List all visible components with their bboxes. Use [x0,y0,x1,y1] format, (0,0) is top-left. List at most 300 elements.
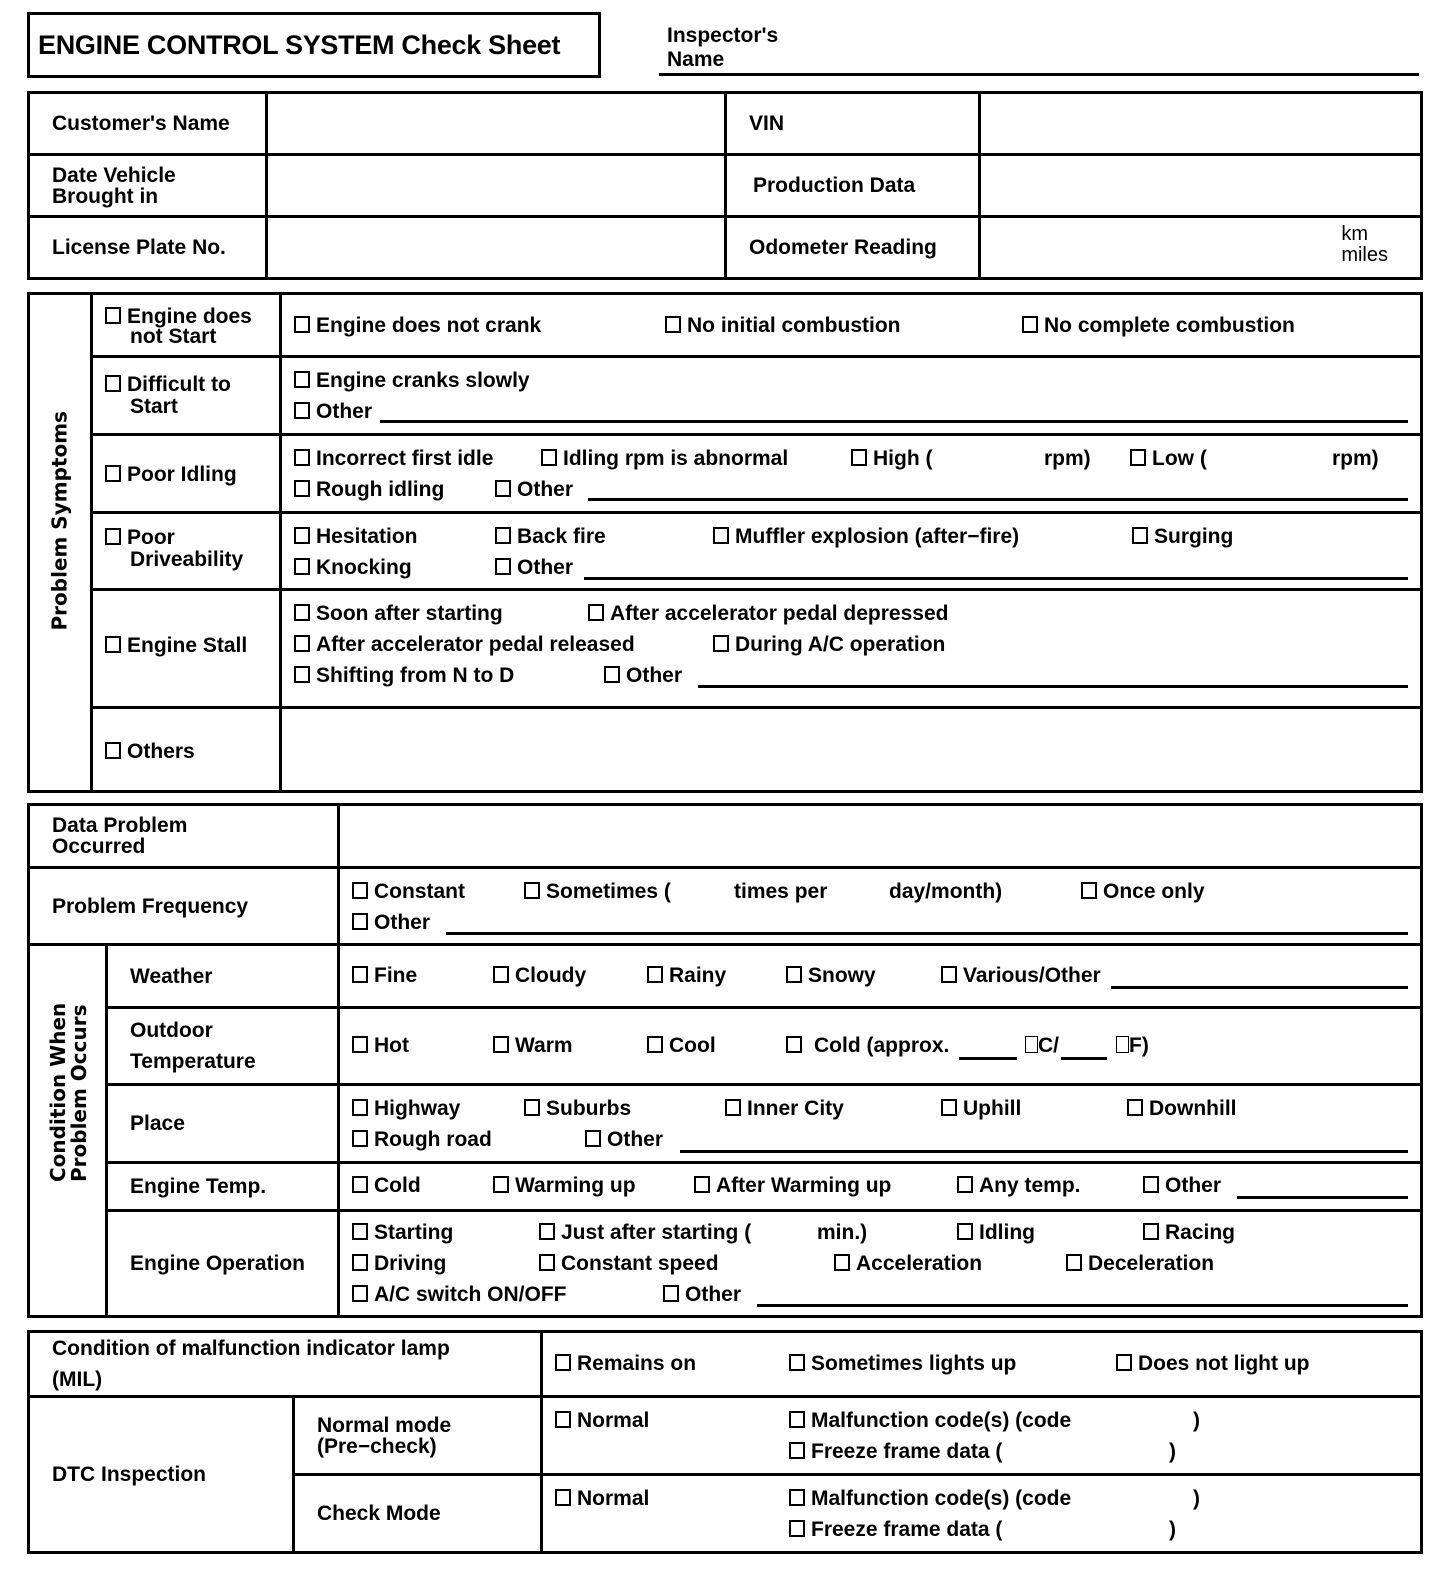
option-label: Suburbs [546,1097,632,1120]
problem-symptoms-table [27,292,1423,793]
option-warm[interactable] [493,1035,573,1057]
option-malfunction-code[interactable] [789,1488,1071,1510]
degree-icon [1025,1036,1038,1053]
checkbox[interactable] [294,480,310,497]
option-label: Low ( [1152,447,1207,470]
option-constant-speed[interactable] [539,1253,719,1275]
option-label: Downhill [1149,1097,1237,1120]
option-uphill[interactable] [941,1098,1021,1120]
unit-label: F) [1129,1034,1149,1057]
option-label: Starting [374,1221,454,1244]
option-just-after-starting[interactable] [539,1222,751,1244]
category-label-cont: Driveability [130,548,244,571]
option-highway[interactable] [352,1098,460,1120]
checkbox[interactable] [495,527,511,544]
option-freeze-frame-data[interactable] [789,1441,1002,1463]
symptom-difficult-start[interactable] [92,357,281,435]
option-label: Cold [374,1174,421,1197]
option-label: Snowy [808,964,876,987]
option-idling[interactable] [957,1222,1035,1244]
option-soon-after-starting[interactable] [294,603,503,625]
checkbox[interactable] [789,1442,805,1459]
checkbox[interactable] [555,1411,571,1428]
option-label: High ( [873,447,933,470]
problem-symptoms-section [29,294,92,792]
option-suburbs[interactable] [524,1098,631,1120]
symptom-poor-idling-options [281,435,1422,513]
malfunction-code-close: ) [1193,1487,1200,1510]
other-input-line[interactable] [1111,986,1408,989]
checkbox[interactable] [294,316,310,333]
checkbox[interactable] [294,371,310,388]
category-label: Poor Idling [127,463,237,486]
symptom-others[interactable] [92,708,281,792]
checkbox[interactable] [539,1223,555,1240]
mil-label-line1: Condition of malfunction indicator lamp [52,1337,450,1360]
symptom-engine-no-start-options [281,294,1422,357]
option-label: Malfunction code(s) (code [811,1487,1072,1510]
symptom-engine-no-start[interactable] [92,294,281,357]
option-engine-cranks-slowly[interactable] [294,370,530,392]
option-label: Other [685,1283,742,1306]
checkbox[interactable] [1127,1099,1143,1116]
option-label: After accelerator pedal depressed [610,602,949,625]
check-mode-options [542,1475,1422,1553]
license-plate-label: License Plate No. [29,217,267,279]
date-problem-occurred-label [29,805,339,868]
fahrenheit-input-line[interactable] [1061,1057,1107,1060]
option-normal[interactable] [555,1488,649,1510]
mil-label-line2: (MIL) [52,1368,103,1391]
checkbox[interactable] [789,1411,805,1428]
place-options [339,1085,1422,1163]
checkbox[interactable] [294,666,310,683]
checkbox[interactable] [1130,449,1146,466]
option-other[interactable] [495,479,573,501]
option-no-complete-combustion[interactable] [1022,315,1295,337]
checkbox[interactable] [1022,316,1038,333]
option-label: No complete combustion [1044,314,1295,337]
option-surging[interactable] [1132,526,1233,548]
option-cold[interactable] [786,1035,949,1057]
option-label: After accelerator pedal released [316,633,635,656]
checkbox[interactable] [941,1099,957,1116]
option-label: Other [374,911,431,934]
outdoor-temperature-label [107,1008,339,1085]
vin-field[interactable] [980,93,1422,155]
page-title: ENGINE CONTROL SYSTEM Check Sheet [27,12,601,78]
option-label: Other [517,556,574,579]
checkbox[interactable] [585,1130,601,1147]
option-remains-on[interactable] [555,1353,696,1375]
condition-label-line2: Problem Occurs [67,1004,91,1182]
option-label: Deceleration [1088,1252,1215,1275]
checkbox[interactable] [294,402,310,419]
checkbox[interactable] [1143,1223,1159,1240]
symptom-engine-stall[interactable] [92,590,281,708]
inspector-name-field[interactable] [740,46,1410,72]
freeze-frame-close: ) [1169,1518,1176,1541]
other-input-line[interactable] [1237,1196,1408,1199]
other-input-line[interactable] [584,577,1408,580]
option-after-pedal-depressed[interactable] [588,603,948,625]
odometer-label: Odometer Reading [726,217,980,279]
option-sometimes-lights-up[interactable] [789,1353,1016,1375]
checkbox[interactable] [352,1176,368,1193]
category-label: Others [127,740,195,763]
vehicle-info-table [27,91,1423,280]
other-input-line[interactable] [446,932,1408,935]
other-input-line[interactable] [680,1150,1408,1153]
category-label-cont: Start [130,395,178,418]
option-idling-rpm-abnormal[interactable] [541,448,788,470]
option-other[interactable] [1143,1175,1221,1197]
option-label: Once only [1103,880,1205,903]
checkbox[interactable] [713,635,729,652]
checkbox[interactable] [1143,1176,1159,1193]
normal-mode-line2: (Pre−check) [317,1434,437,1458]
checkbox[interactable] [105,636,121,653]
option-rainy[interactable] [647,965,726,987]
weather-label: Weather [107,945,339,1008]
option-hot[interactable] [352,1035,409,1057]
option-label: Cloudy [515,964,587,987]
date-label-line1: Date Vehicle [52,163,176,187]
option-once-only[interactable] [1081,881,1205,903]
option-label: Racing [1165,1221,1236,1244]
option-ac-switch[interactable] [352,1284,567,1306]
date-problem-occurred-field[interactable] [339,805,1422,868]
checkbox[interactable] [834,1254,850,1271]
checkbox[interactable] [1081,882,1097,899]
option-label: Soon after starting [316,602,503,625]
option-label: Freeze frame data ( [811,1518,1003,1541]
option-label: Knocking [316,556,412,579]
checkbox[interactable] [555,1489,571,1506]
option-starting[interactable] [352,1222,453,1244]
option-label: Normal [577,1487,650,1510]
option-label: Hot [374,1034,409,1057]
option-incorrect-first-idle[interactable] [294,448,493,470]
checkbox[interactable] [851,449,867,466]
option-label: Normal [577,1409,650,1432]
checkbox[interactable] [294,604,310,621]
checkbox[interactable] [493,1176,509,1193]
option-engine-not-crank[interactable] [294,315,541,337]
date-problem-line1: Data Problem [52,814,188,837]
checkbox[interactable] [786,1036,802,1053]
inspector-label-line1: Inspector's [667,24,779,47]
option-high-rpm[interactable] [851,448,932,470]
option-label: Other [517,478,574,501]
conditions-table [27,803,1423,1318]
option-driving[interactable] [352,1253,446,1275]
checkbox[interactable] [105,528,121,545]
checkbox[interactable] [294,558,310,575]
option-shifting-n-to-d[interactable] [294,665,514,687]
symptom-engine-stall-options [281,590,1422,708]
problem-symptoms-label: Problem Symptoms [47,411,72,631]
option-label: During A/C operation [735,633,946,656]
checkbox[interactable] [1116,1354,1132,1371]
checkbox[interactable] [352,1099,368,1116]
inspector-label-line2: Name [667,48,725,71]
option-label: Engine cranks slowly [316,369,530,392]
production-data-field[interactable] [980,155,1422,217]
malfunction-code-close: ) [1193,1409,1200,1432]
option-snowy[interactable] [786,965,876,987]
low-rpm-unit: rpm) [1332,447,1379,470]
freeze-frame-close: ) [1169,1440,1176,1463]
checkbox[interactable] [663,1285,679,1302]
option-warming-up[interactable] [493,1175,636,1197]
outdoor-temp-line2: Temperature [130,1050,256,1073]
checkbox[interactable] [105,742,121,759]
option-label: No initial combustion [687,314,901,337]
option-muffler-explosion[interactable] [713,526,1019,548]
option-label: Sometimes lights up [811,1352,1017,1375]
checkbox[interactable] [786,966,802,983]
option-downhill[interactable] [1127,1098,1237,1120]
option-label: Other [1165,1174,1222,1197]
option-various-other[interactable] [941,965,1101,987]
category-label: Engine does [127,305,252,328]
option-other[interactable] [663,1284,741,1306]
option-label: Idling [979,1221,1035,1244]
checkbox[interactable] [352,1036,368,1053]
option-label: Idling rpm is abnormal [563,447,789,470]
option-label: Acceleration [856,1252,983,1275]
engine-operation-label: Engine Operation [107,1211,339,1317]
high-rpm-unit: rpm) [1044,447,1091,470]
symptom-difficult-start-options [281,357,1422,435]
checkbox[interactable] [694,1176,710,1193]
odometer-field[interactable] [980,217,1422,279]
option-cold[interactable] [352,1175,421,1197]
option-label: Rainy [669,964,727,987]
condition-when-problem-occurs-section [29,945,107,1317]
minutes-label: min.) [817,1221,868,1244]
checkbox[interactable] [713,527,729,544]
condition-label-line1: Condition When [46,1002,70,1182]
checkbox[interactable] [665,316,681,333]
other-input-line[interactable] [757,1304,1408,1307]
unit-miles: miles [1341,244,1388,266]
option-cloudy[interactable] [493,965,586,987]
checkbox[interactable] [541,449,557,466]
mil-condition-label [29,1332,542,1397]
fahrenheit-unit [1116,1035,1149,1057]
date-brought-in-field[interactable] [267,155,726,217]
checkbox[interactable] [105,465,121,482]
date-brought-in-label [29,155,267,217]
option-label: Shifting from N to D [316,664,515,687]
checkbox[interactable] [1066,1254,1082,1271]
checkbox[interactable] [352,966,368,983]
option-normal[interactable] [555,1410,649,1432]
problem-frequency-options [339,868,1422,945]
option-malfunction-code[interactable] [789,1410,1071,1432]
option-other[interactable] [585,1129,663,1151]
option-after-pedal-released[interactable] [294,634,635,656]
unit-km: km [1341,223,1368,245]
engine-temp-label: Engine Temp. [107,1163,339,1211]
checkbox[interactable] [105,375,121,392]
option-rough-idling[interactable] [294,479,444,501]
unit-label: C/ [1038,1034,1059,1057]
option-other[interactable] [352,912,430,934]
place-label: Place [107,1085,339,1163]
customer-name-label: Customer's Name [29,93,267,155]
checkbox[interactable] [352,882,368,899]
option-racing[interactable] [1143,1222,1235,1244]
checkbox[interactable] [555,1354,571,1371]
option-other[interactable] [604,665,682,687]
option-back-fire[interactable] [495,526,606,548]
option-label: Does not light up [1138,1352,1310,1375]
engine-temp-options [339,1163,1422,1211]
option-freeze-frame-data[interactable] [789,1519,1002,1541]
option-no-initial-combustion[interactable] [665,315,901,337]
checkbox[interactable] [647,966,663,983]
option-label: Malfunction code(s) (code [811,1409,1072,1432]
checkbox[interactable] [493,1036,509,1053]
option-label: Constant [374,880,465,903]
checkbox[interactable] [604,666,620,683]
option-label: Hesitation [316,525,418,548]
checkbox[interactable] [294,449,310,466]
symptom-others-field[interactable] [281,708,1422,792]
option-label: Other [316,400,373,423]
customer-name-field[interactable] [267,93,726,155]
dtc-inspection-label: DTC Inspection [29,1397,294,1553]
degree-icon [1116,1036,1129,1053]
checkbox[interactable] [294,635,310,652]
option-label: Constant speed [561,1252,719,1275]
mil-dtc-table [27,1330,1423,1554]
engine-operation-options [339,1211,1422,1317]
option-label: Any temp. [979,1174,1081,1197]
license-plate-field[interactable] [267,217,726,279]
checkbox[interactable] [957,1223,973,1240]
checkbox[interactable] [352,1223,368,1240]
option-label: After Warming up [716,1174,892,1197]
production-data-label: Production Data [726,155,980,217]
option-label: Sometimes ( [546,880,671,903]
date-label-line2: Brought in [52,184,159,208]
option-cool[interactable] [647,1035,716,1057]
option-rough-road[interactable] [352,1129,492,1151]
checkbox[interactable] [352,1285,368,1302]
checkbox[interactable] [789,1354,805,1371]
checkbox[interactable] [495,480,511,497]
option-during-ac-operation[interactable] [713,634,945,656]
option-sometimes[interactable] [524,881,671,903]
option-label: Incorrect first idle [316,447,494,470]
vin-label: VIN [726,93,980,155]
checkbox[interactable] [725,1099,741,1116]
option-label: Driving [374,1252,447,1275]
option-label: Remains on [577,1352,697,1375]
option-label: Rough idling [316,478,445,501]
condition-section-label [46,1002,91,1182]
day-month-label: day/month) [889,880,1003,903]
checkbox[interactable] [789,1489,805,1506]
option-inner-city[interactable] [725,1098,844,1120]
option-label: Various/Other [963,964,1101,987]
checkbox[interactable] [105,307,121,324]
checkbox[interactable] [352,913,368,930]
symptom-poor-driveability-options [281,513,1422,590]
option-hesitation[interactable] [294,526,418,548]
normal-mode-label [294,1397,542,1475]
option-label: Engine does not crank [316,314,542,337]
option-label: Surging [1154,525,1234,548]
option-does-not-light-up[interactable] [1116,1353,1309,1375]
option-other[interactable] [294,401,372,423]
odometer-units [1341,224,1388,266]
option-constant[interactable] [352,881,465,903]
category-label: Poor [127,526,175,549]
option-label: Warming up [515,1174,636,1197]
checkbox[interactable] [524,882,540,899]
outdoor-temp-line1: Outdoor [130,1019,213,1042]
other-input-line[interactable] [698,685,1408,688]
problem-frequency-label: Problem Frequency [29,868,339,945]
checkbox[interactable] [524,1099,540,1116]
normal-mode-options [542,1397,1422,1475]
checkbox[interactable] [539,1254,555,1271]
checkbox[interactable] [294,527,310,544]
checkbox[interactable] [588,604,604,621]
times-per-label: times per [734,880,828,903]
option-label: Other [626,664,683,687]
checkbox[interactable] [495,558,511,575]
symptom-poor-driveability[interactable] [92,513,281,590]
option-label: Just after starting ( [561,1221,752,1244]
option-knocking[interactable] [294,557,412,579]
option-label: Cool [669,1034,716,1057]
option-after-warming-up[interactable] [694,1175,891,1197]
option-label: Inner City [747,1097,844,1120]
option-any-temp[interactable] [957,1175,1081,1197]
other-input-line[interactable] [588,498,1408,501]
checkbox[interactable] [352,1130,368,1147]
option-label: Highway [374,1097,461,1120]
checkbox[interactable] [647,1036,663,1053]
option-label: Freeze frame data ( [811,1440,1003,1463]
category-label: Difficult to [127,373,231,396]
inspector-name-underline [659,73,1419,76]
symptom-poor-idling[interactable] [92,435,281,513]
checkbox[interactable] [957,1176,973,1193]
option-low-rpm[interactable] [1130,448,1207,470]
option-fine[interactable] [352,965,417,987]
checkbox[interactable] [789,1520,805,1537]
option-deceleration[interactable] [1066,1253,1214,1275]
category-label-cont: not Start [130,325,217,348]
normal-mode-line1: Normal mode [317,1413,452,1437]
checkbox[interactable] [1132,527,1148,544]
checkbox[interactable] [493,966,509,983]
other-input-line[interactable] [380,420,1408,423]
celsius-input-line[interactable] [959,1057,1017,1060]
checkbox[interactable] [941,966,957,983]
option-label: Other [607,1128,664,1151]
option-acceleration[interactable] [834,1253,982,1275]
checkbox[interactable] [352,1254,368,1271]
option-other[interactable] [495,557,573,579]
